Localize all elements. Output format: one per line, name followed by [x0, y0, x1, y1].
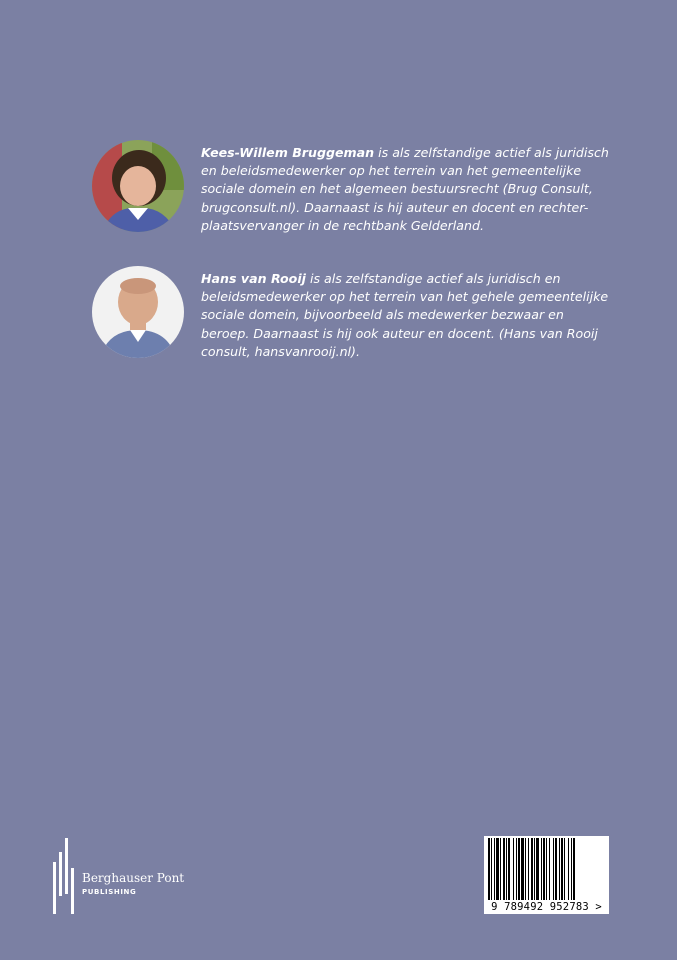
author-name-2: Hans van Rooij	[201, 271, 306, 286]
author-photo-1	[92, 140, 184, 232]
publisher-logo	[52, 838, 212, 918]
author-name-1: Kees-Willem Bruggeman	[201, 145, 375, 160]
author-description-1: is als zelfstandige actief als juridisch en beleidsmedewerker op het terrein van het gemeentelijke sociale domein en het algemeen bestuursrecht (Brug Consult, brugconsult.nl). Daarnaast is hij auteur en docent en rechter-plaatsvervanger in de rechtbank Gelderland.	[201, 145, 609, 233]
isbn-digits: 9 789492 952783 >	[491, 901, 602, 913]
author-bio-text-2	[201, 270, 616, 361]
isbn-barcode	[484, 836, 609, 914]
barcode-bars	[486, 838, 607, 900]
author-photo-2	[92, 266, 184, 358]
publisher-logo-icon	[52, 838, 82, 918]
author-description-2: is als zelfstandige actief als juridisch en beleidsmedewerker op het terrein van het gehele gemeentelijke sociale domein, bijvoorbeeld als medewerker bezwaar en beroep. Daarnaast is hij ook auteur en docent. (Hans van Rooij consult, hansvanrooij.nl).	[201, 271, 609, 359]
publisher-name: Berghauser Pont	[82, 871, 185, 885]
publisher-sub: PUBLISHING	[82, 888, 137, 896]
author-bio-text-1	[201, 144, 616, 235]
